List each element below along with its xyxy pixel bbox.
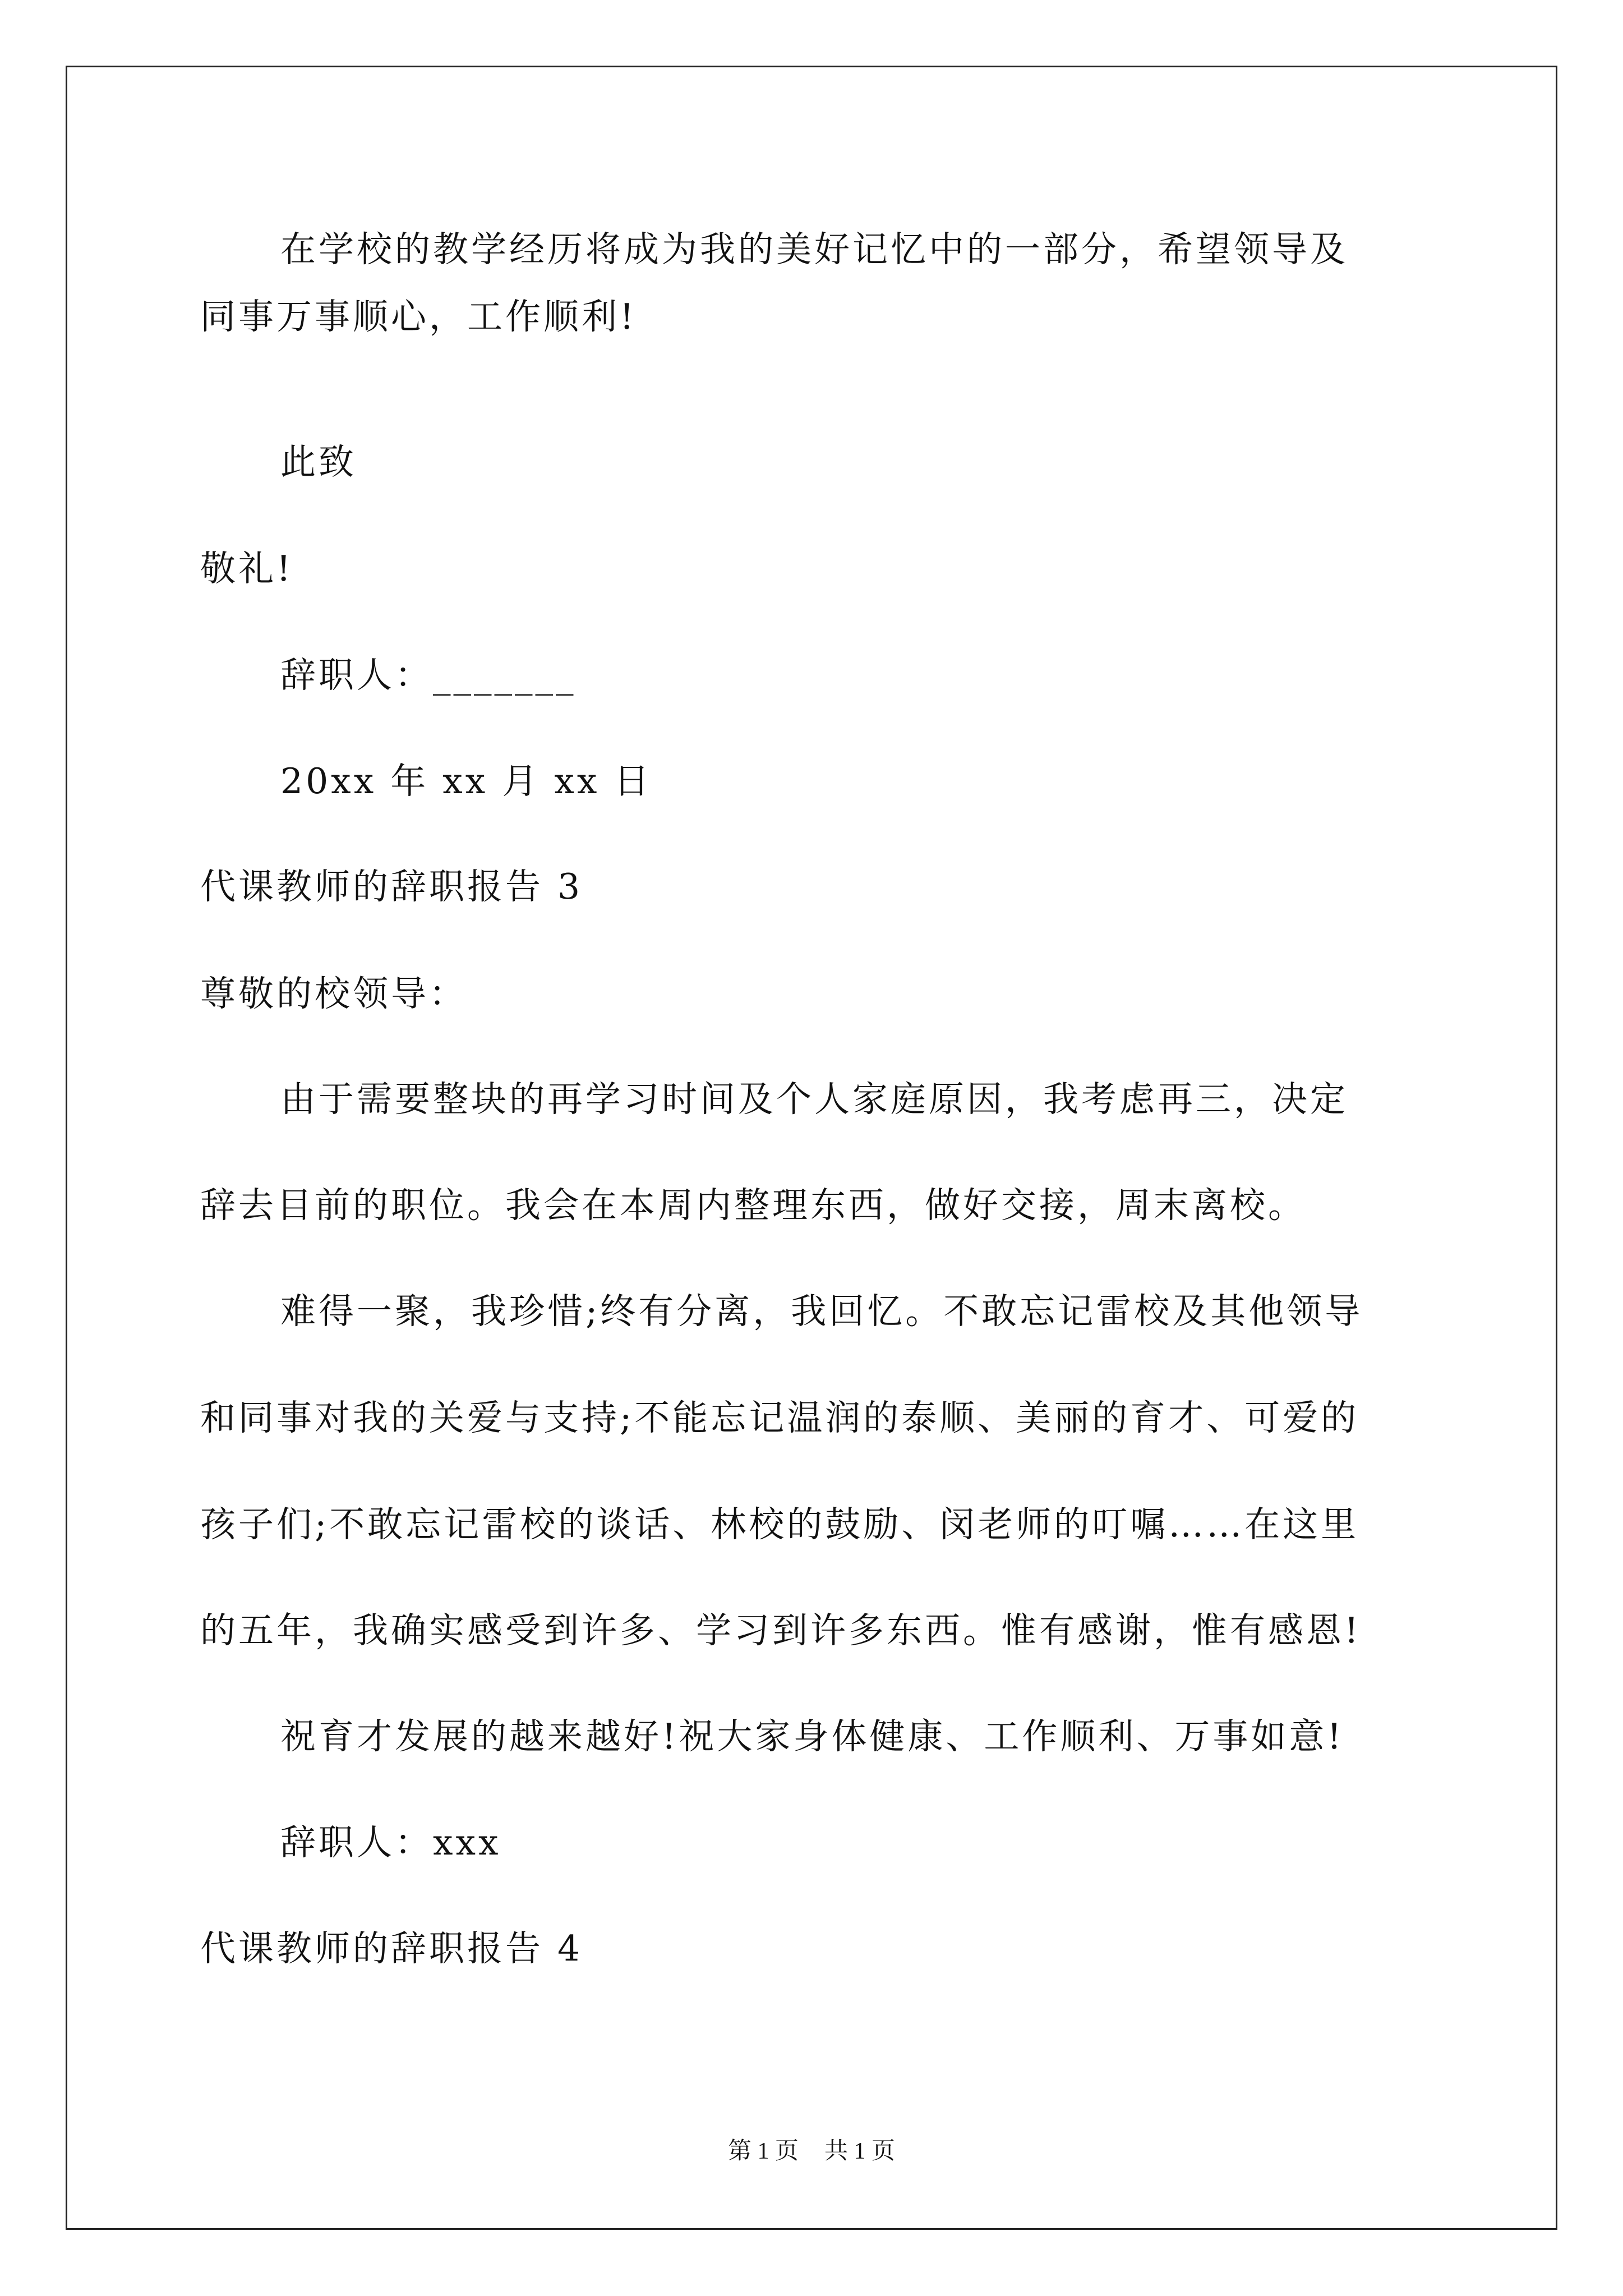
page-number: 第 1 页	[727, 2138, 799, 2164]
section-heading: 代课教师的辞职报告 4	[200, 1928, 583, 1969]
page-footer	[0, 2137, 1623, 2165]
page-border	[66, 66, 1557, 2230]
section-heading: 代课教师的辞职报告 3	[200, 866, 583, 907]
total-pages: 共 1 页	[824, 2138, 896, 2164]
signature-line: 辞职人：_______	[280, 655, 577, 696]
paragraph-line: 难得一聚，我珍惜;终有分离，我回忆。不敢忘记雷校及其他领导	[280, 1291, 1363, 1332]
date-line: 20xx 年 xx 月 xx 日	[280, 761, 652, 802]
paragraph-line: 和同事对我的关爱与支持;不能忘记温润的泰顺、美丽的育才、可爱的	[200, 1397, 1359, 1438]
closing-respect: 敬礼!	[200, 548, 294, 589]
paragraph-line: 同事万事顺心，工作顺利!	[200, 296, 637, 337]
paragraph-line: 祝育才发展的越来越好!祝大家身体健康、工作顺利、万事如意!	[280, 1716, 1344, 1757]
paragraph-line: 的五年，我确实感受到许多、学习到许多东西。惟有感谢，惟有感恩!	[200, 1610, 1362, 1651]
paragraph-line: 辞去目前的职位。我会在本周内整理东西，做好交接，周末离校。	[200, 1185, 1306, 1226]
paragraph-line: 在学校的教学经历将成为我的美好记忆中的一部分，希望领导及	[280, 229, 1348, 270]
paragraph-line: 由于需要整块的再学习时间及个人家庭原因，我考虑再三，决定	[280, 1079, 1348, 1120]
closing-salutation: 此致	[280, 441, 357, 482]
paragraph-line: 孩子们;不敢忘记雷校的谈话、林校的鼓励、闵老师的叮嘱……在这里	[200, 1504, 1359, 1545]
greeting: 尊敬的校领导：	[200, 973, 467, 1014]
signature-line: 辞职人：xxx	[280, 1822, 501, 1863]
